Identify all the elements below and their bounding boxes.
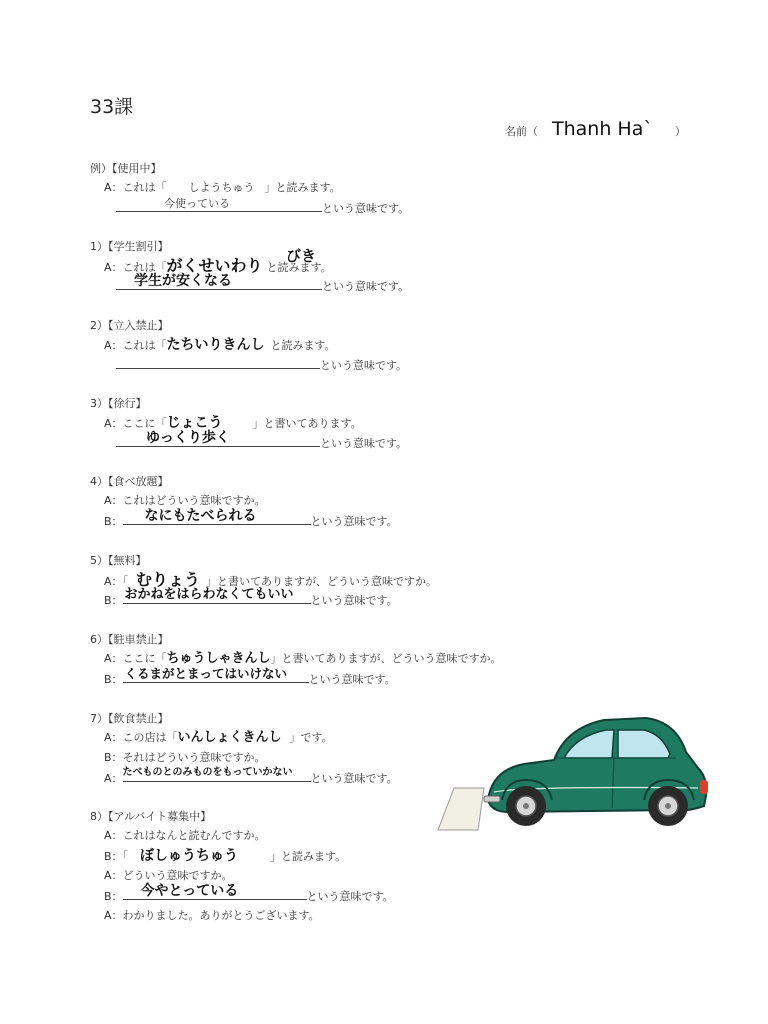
q6-answer: くるまがとまってはいけない (124, 666, 288, 681)
q1-heading: 1）【学生割引】 (90, 240, 169, 253)
q5-answer: おかねをはらわなくてもいい (124, 587, 294, 602)
q8-heading: 8）【アルバイト募集中】 (90, 810, 212, 823)
q3-heading: 3）【徐行】 (90, 397, 147, 410)
q4-answer: なにもたべられる (144, 508, 257, 524)
q5-line-1: A：「 むりょう 」と書いてありますが、どういう意味ですか。 (104, 570, 438, 589)
name-close: ） (674, 125, 686, 138)
q4-line-1: A：これはどういう意味ですか。 (104, 494, 266, 507)
q3-reading: じょこう (166, 415, 223, 431)
example-answer-blank (116, 198, 322, 212)
q2-line-2: という意味です。 (90, 355, 407, 375)
q7-line-1: A：この店は「いんしょくきんし 」です。 (104, 730, 333, 745)
q6-line-2: B： くるまがとまってはいけない という意味です。 (104, 666, 396, 686)
q2-line-1: A：これは「たちいりきんし と読みます。 (104, 337, 336, 353)
q8-line-1: A：これはなんと読むんですか。 (104, 829, 266, 842)
q3-answer: ゆっくり歩く (146, 430, 230, 446)
q7-line-2: B：それはどういう意味ですか。 (104, 751, 266, 764)
q1-reading: がくせいわり (166, 256, 263, 275)
example-reading: しようちゅう (188, 181, 255, 194)
q8-line-3: A：どういう意味ですか。 (104, 869, 233, 882)
q2-heading: 2）【立入禁止】 (90, 319, 169, 332)
q5-reading: むりょう (136, 570, 201, 589)
q1-reading-extra: びき (286, 247, 317, 265)
question-7 (90, 710, 398, 788)
car-taillight (700, 780, 708, 794)
example-answer: 今使っている (164, 197, 230, 210)
q2-reading: たちいりきんし (166, 337, 265, 353)
example-line-2: 今使っている という意味です。 (90, 198, 409, 218)
q1-line-2: 学生が安くなる という意味です。 (90, 276, 409, 296)
q2-answer-blank[interactable] (116, 355, 320, 369)
example-item (90, 160, 409, 218)
q8-answer: 今やとっている (140, 883, 239, 899)
q4-line-2: B： なにもたべられる という意味です。 (104, 508, 398, 528)
question-6 (90, 631, 502, 689)
question-4 (90, 473, 398, 531)
q8-line-4: B： 今やとっている という意味です。 (104, 883, 394, 903)
example-line-1: A：これは「 しようちゅう 」と読みます。 (104, 181, 341, 194)
question-1 (90, 238, 409, 296)
car-illustration-icon (436, 708, 726, 834)
q7-answer-blank[interactable] (123, 768, 311, 782)
q5-heading: 5）【無料】 (90, 554, 147, 567)
q1-line-1: A：これは「がくせいわり と読みます。 びき (104, 247, 332, 275)
q7-heading: 7）【飲食禁止】 (90, 712, 169, 725)
q3-line-2: ゆっくり歩く という意味です。 (90, 433, 407, 453)
q6-heading: 6）【駐車禁止】 (90, 633, 169, 646)
worksheet-title: 33課 (90, 96, 134, 118)
name-row (505, 118, 686, 140)
q7-answer: たべものとのみものをもっていかない (122, 767, 293, 778)
q8-reading: ぼしゅうちゅう (140, 848, 239, 864)
q4-heading: 4）【食べ放題】 (90, 475, 169, 488)
example-heading: 例）【使用中】 (90, 162, 162, 175)
q5-line-2: B： おかねをはらわなくてもいい という意味です。 (104, 587, 398, 607)
q6-line-1: A：ここに「ちゅうしゃきんし」と書いてありますが、どういう意味ですか。 (104, 651, 502, 666)
q8-line-5: A：わかりました。ありがとうございます。 (104, 909, 320, 922)
q8-line-2: B：「 ぼしゅうちゅう 」と読みます。 (104, 848, 347, 864)
name-label: 名前（ (505, 125, 538, 138)
q1-answer: 学生が安くなる (134, 273, 232, 289)
q7-line-3: A： たべものとのみものをもっていかない という意味です。 (104, 767, 398, 785)
student-name: Thanh Ha` (552, 118, 653, 140)
q7-reading: いんしょくきんし (177, 730, 282, 745)
q6-reading: ちゅうしゃきんし (166, 651, 271, 666)
q3-line-1: A：ここに「じょこう 」と書いてあります。 (104, 415, 362, 431)
parking-paper-icon (438, 788, 484, 830)
question-8 (90, 808, 394, 926)
question-2 (90, 317, 407, 375)
question-3 (90, 395, 407, 453)
question-5 (90, 552, 437, 610)
